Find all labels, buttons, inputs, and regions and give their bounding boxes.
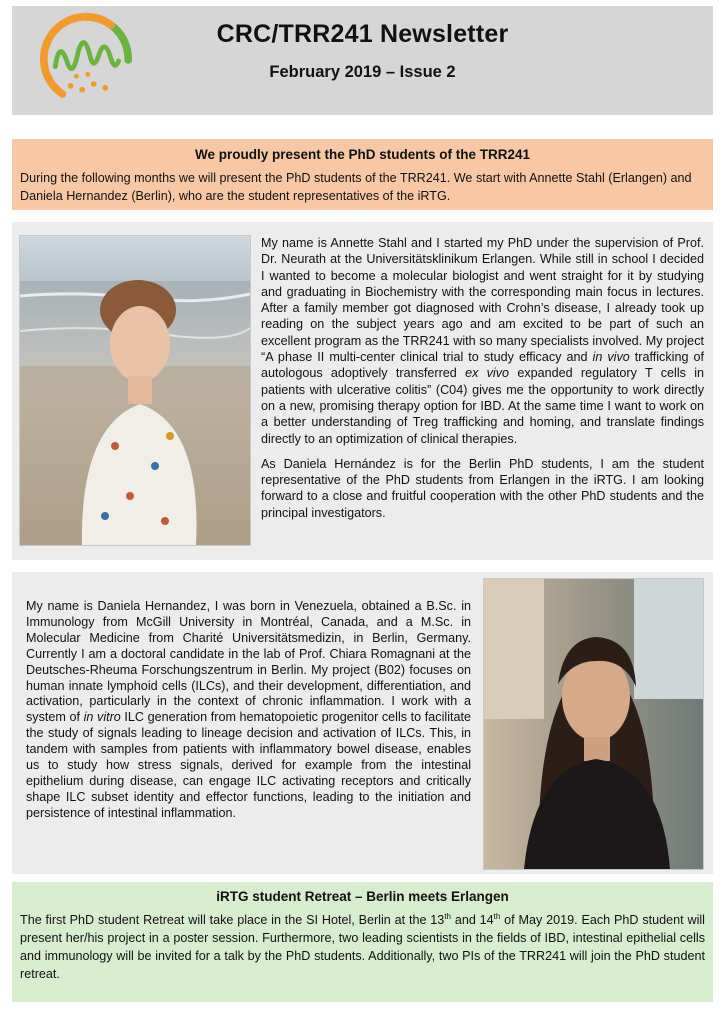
retreat-section	[12, 882, 713, 1002]
newsletter-issue: February 2019 – Issue 2	[269, 63, 456, 81]
annette-bio	[261, 235, 704, 530]
intro-section	[12, 139, 713, 210]
daniela-portrait-photo	[483, 578, 704, 870]
daniela-bio-paragraph: My name is Daniela Hernandez, I was born in Venezuela, obtained a B.Sc. in Immunology from McGill University in Montréal, Canada, and a M.Sc. in Molecular Medicine from Charité Universitätsmedizin, in Berlin, Germany. Currently I am a doctoral candidate in the lab of Prof. Chiara Romagnani at the Deutsches-Rheuma Forschungszentrum in Berlin. My project (B02) focuses on human innate lymphoid cells (ILCs), and their development, differentiation, and activation, particularly in the context of chronic inflammation. I work with a system of in vitro ILC generation from hematopoietic progenitor cells to facilitate the study of signals leading to lineage decision and activation of ILCs. This, in tandem with samples from patients with inflammatory bowel disease, enables us to study how stress signals, derived for example from the intestinal epithelium during disease, can engage ILC activating receptors and critically shape ILC subset identity and effector functions, leading to the initiation and persistence of intestinal inflammation.	[26, 599, 471, 820]
newsletter-header	[12, 6, 713, 115]
newsletter-title: CRC/TRR241 Newsletter	[216, 20, 509, 48]
annette-bio-paragraph-2: As Daniela Hernández is for the Berlin PhD students, I am the student representative of the PhD students from Erlangen in the iRTG. I am looking forward to a close and fruitful cooperation with the other PhD students and the principal investigators.	[261, 456, 704, 520]
daniela-bio	[26, 599, 471, 822]
annette-bio-paragraph-1: My name is Annette Stahl and I started my PhD under the supervision of Prof. Dr. Neurath at the Universitätsklinikum Erlangen. While still in school I decided I wanted to become a molecular biologist and went straight for it by studying and graduating in Biochemistry with the corresponding main focus in lectures. After a family member got diagnosed with Crohn’s disease, I already took up reading on the subject years ago and am excited to be part of such an excellent program as the TRR241 with so many specialists involved. My project “A phase II multi-center clinical trial to study efficacy and in vivo trafficking of autologous adoptively transferred ex vivo expanded regulatory T cells in patients with ulcerative colitis” (C04) gives me the opportunity to work directly on a new, promising therapy option for IBD. At the same time I want to work on a better understanding of Treg trafficking and homing, and translate findings directly to an optimization of clinical therapies.	[261, 236, 704, 446]
annette-profile-section	[12, 222, 713, 560]
intro-title: We proudly present the PhD students of the TRR241	[194, 147, 531, 162]
daniela-profile-section	[12, 572, 713, 874]
retreat-title: iRTG student Retreat – Berlin meets Erlangen	[216, 889, 509, 904]
intro-text: During the following months we will present the PhD students of the TRR241. We start with Annette Stahl (Erlangen) and Daniela Hernandez (Berlin), who are the student representatives of the iRTG.	[20, 171, 692, 203]
retreat-text: The first PhD student Retreat will take place in the SI Hotel, Berlin at the 13th and 14th of May 2019. Each PhD student will present her/his project in a poster session. Furthermore, two leading scientists in the fields of IBD, intestinal epithelial cells and immunology will be invited for a talk by the PhD students. Additionally, two PIs of the TRR241 will join the PhD student retreat.	[20, 911, 705, 981]
annette-portrait-photo	[19, 235, 251, 546]
